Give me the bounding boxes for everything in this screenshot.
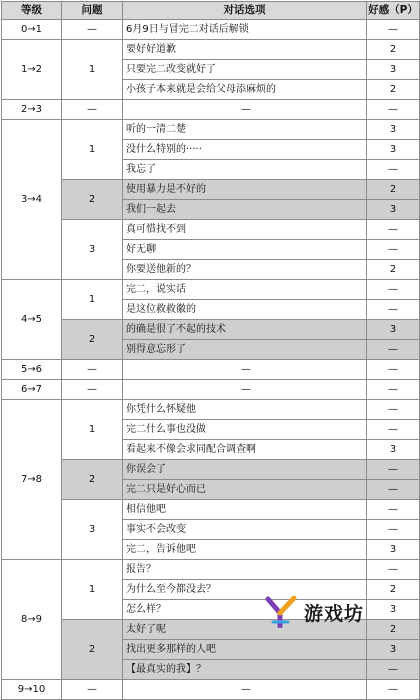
option-cell: 别得意忘形了: [123, 340, 367, 360]
table-row: [2, 460, 420, 480]
points-cell: 2: [367, 40, 420, 60]
question-cell: —: [62, 360, 123, 380]
points-cell: —: [367, 220, 420, 240]
points-cell: —: [367, 280, 420, 300]
points-cell: —: [367, 380, 420, 400]
table-row: [2, 400, 420, 420]
option-cell: —: [123, 380, 367, 400]
points-cell: —: [367, 100, 420, 120]
option-cell: 完二只是好心而已: [123, 480, 367, 500]
yx-logo-icon: [264, 596, 300, 628]
table-row: [2, 220, 420, 240]
points-cell: 3: [367, 120, 420, 140]
option-cell: 你误会了: [123, 460, 367, 480]
points-cell: 2: [367, 180, 420, 200]
question-cell: —: [62, 380, 123, 400]
question-cell: 2: [62, 180, 123, 220]
points-cell: 2: [367, 80, 420, 100]
option-cell: 没什么特别的·····: [123, 140, 367, 160]
option-cell: 找出更多那样的人吧: [123, 640, 367, 660]
option-cell: 听的一清二楚: [123, 120, 367, 140]
option-cell: 6月9日与冒完二对话后解锁: [123, 20, 367, 40]
points-cell: —: [367, 660, 420, 680]
table-row: [2, 20, 420, 40]
option-cell: 我们一起去: [123, 200, 367, 220]
option-cell: 完二，告诉他吧: [123, 540, 367, 560]
points-cell: —: [367, 520, 420, 540]
header-level: 等级: [2, 2, 62, 20]
points-cell: 2: [367, 620, 420, 640]
header-options: 对话选项: [123, 2, 367, 20]
option-cell: 太好了呢: [123, 620, 367, 640]
level-cell: 0→1: [2, 20, 62, 40]
option-cell: 怎么样？: [123, 600, 367, 620]
option-cell: 只要完二改变就好了: [123, 60, 367, 80]
points-cell: —: [367, 240, 420, 260]
points-cell: —: [367, 560, 420, 580]
option-cell: 小孩子本来就是会给父母添麻烦的: [123, 80, 367, 100]
level-cell: 4→5: [2, 280, 62, 360]
table-row: [2, 560, 420, 580]
points-cell: 2: [367, 260, 420, 280]
question-cell: 1: [62, 400, 123, 460]
option-cell: 报告？: [123, 560, 367, 580]
option-cell: 真可惜找不到: [123, 220, 367, 240]
option-cell: 要好好道歉: [123, 40, 367, 60]
points-cell: 3: [367, 540, 420, 560]
option-cell: 事实不会改变: [123, 520, 367, 540]
points-cell: 3: [367, 200, 420, 220]
points-cell: —: [367, 500, 420, 520]
table-row: [2, 500, 420, 520]
question-cell: 2: [62, 460, 123, 500]
question-cell: —: [62, 680, 123, 700]
option-cell: —: [123, 680, 367, 700]
question-cell: —: [62, 20, 123, 40]
points-cell: 3: [367, 600, 420, 620]
points-cell: 2: [367, 580, 420, 600]
option-cell: —: [123, 360, 367, 380]
watermark-logo: [264, 595, 414, 629]
points-cell: 3: [367, 320, 420, 340]
level-cell: 2→3: [2, 100, 62, 120]
table-row: [2, 680, 420, 700]
level-cell: 9→10: [2, 680, 62, 700]
table-row: [2, 380, 420, 400]
question-cell: 2: [62, 320, 123, 360]
points-cell: —: [367, 20, 420, 40]
option-cell: 好无聊: [123, 240, 367, 260]
table-row: [2, 40, 420, 60]
watermark-brand: 游戏坊: [304, 602, 365, 625]
option-cell: 你凭什么怀疑他: [123, 400, 367, 420]
question-cell: 2: [62, 620, 123, 680]
table-row: [2, 180, 420, 200]
option-cell: 相信他吧: [123, 500, 367, 520]
option-cell: 完二什么事也没做: [123, 420, 367, 440]
table-row: [2, 280, 420, 300]
header-question: 问题: [62, 2, 123, 20]
level-cell: 5→6: [2, 360, 62, 380]
option-cell: 的确是很了不起的技术: [123, 320, 367, 340]
option-cell: 是这位救救徽的: [123, 300, 367, 320]
points-cell: —: [367, 680, 420, 700]
level-cell: 7→8: [2, 400, 62, 560]
level-cell: 1→2: [2, 40, 62, 100]
points-cell: —: [367, 400, 420, 420]
option-cell: 看起来不像会求同配合调查啊: [123, 440, 367, 460]
option-cell: 完二，说实话: [123, 280, 367, 300]
option-cell: —: [123, 100, 367, 120]
points-cell: —: [367, 360, 420, 380]
option-cell: 【最真实的我】？: [123, 660, 367, 680]
option-cell: 使用暴力是不好的: [123, 180, 367, 200]
question-cell: 1: [62, 40, 123, 100]
points-cell: —: [367, 420, 420, 440]
points-cell: —: [367, 160, 420, 180]
table-row: [2, 360, 420, 380]
points-cell: —: [367, 340, 420, 360]
question-cell: 1: [62, 560, 123, 620]
question-cell: 3: [62, 500, 123, 560]
question-cell: 3: [62, 220, 123, 280]
table-row: [2, 320, 420, 340]
table-row: [2, 100, 420, 120]
level-cell: 3→4: [2, 120, 62, 280]
option-cell: 我忘了: [123, 160, 367, 180]
header-row: [2, 2, 420, 20]
option-cell: 你要送他新的？: [123, 260, 367, 280]
points-cell: 3: [367, 640, 420, 660]
question-cell: —: [62, 100, 123, 120]
question-cell: 1: [62, 120, 123, 180]
points-cell: 3: [367, 440, 420, 460]
level-cell: 6→7: [2, 380, 62, 400]
level-cell: 8→9: [2, 560, 62, 680]
header-points: 好感（P）: [367, 2, 420, 20]
points-cell: —: [367, 300, 420, 320]
table-row: [2, 120, 420, 140]
points-cell: —: [367, 480, 420, 500]
question-cell: 1: [62, 280, 123, 320]
option-cell: 为什么至今都没去？: [123, 580, 367, 600]
points-cell: 3: [367, 60, 420, 80]
points-cell: —: [367, 460, 420, 480]
points-cell: 3: [367, 140, 420, 160]
